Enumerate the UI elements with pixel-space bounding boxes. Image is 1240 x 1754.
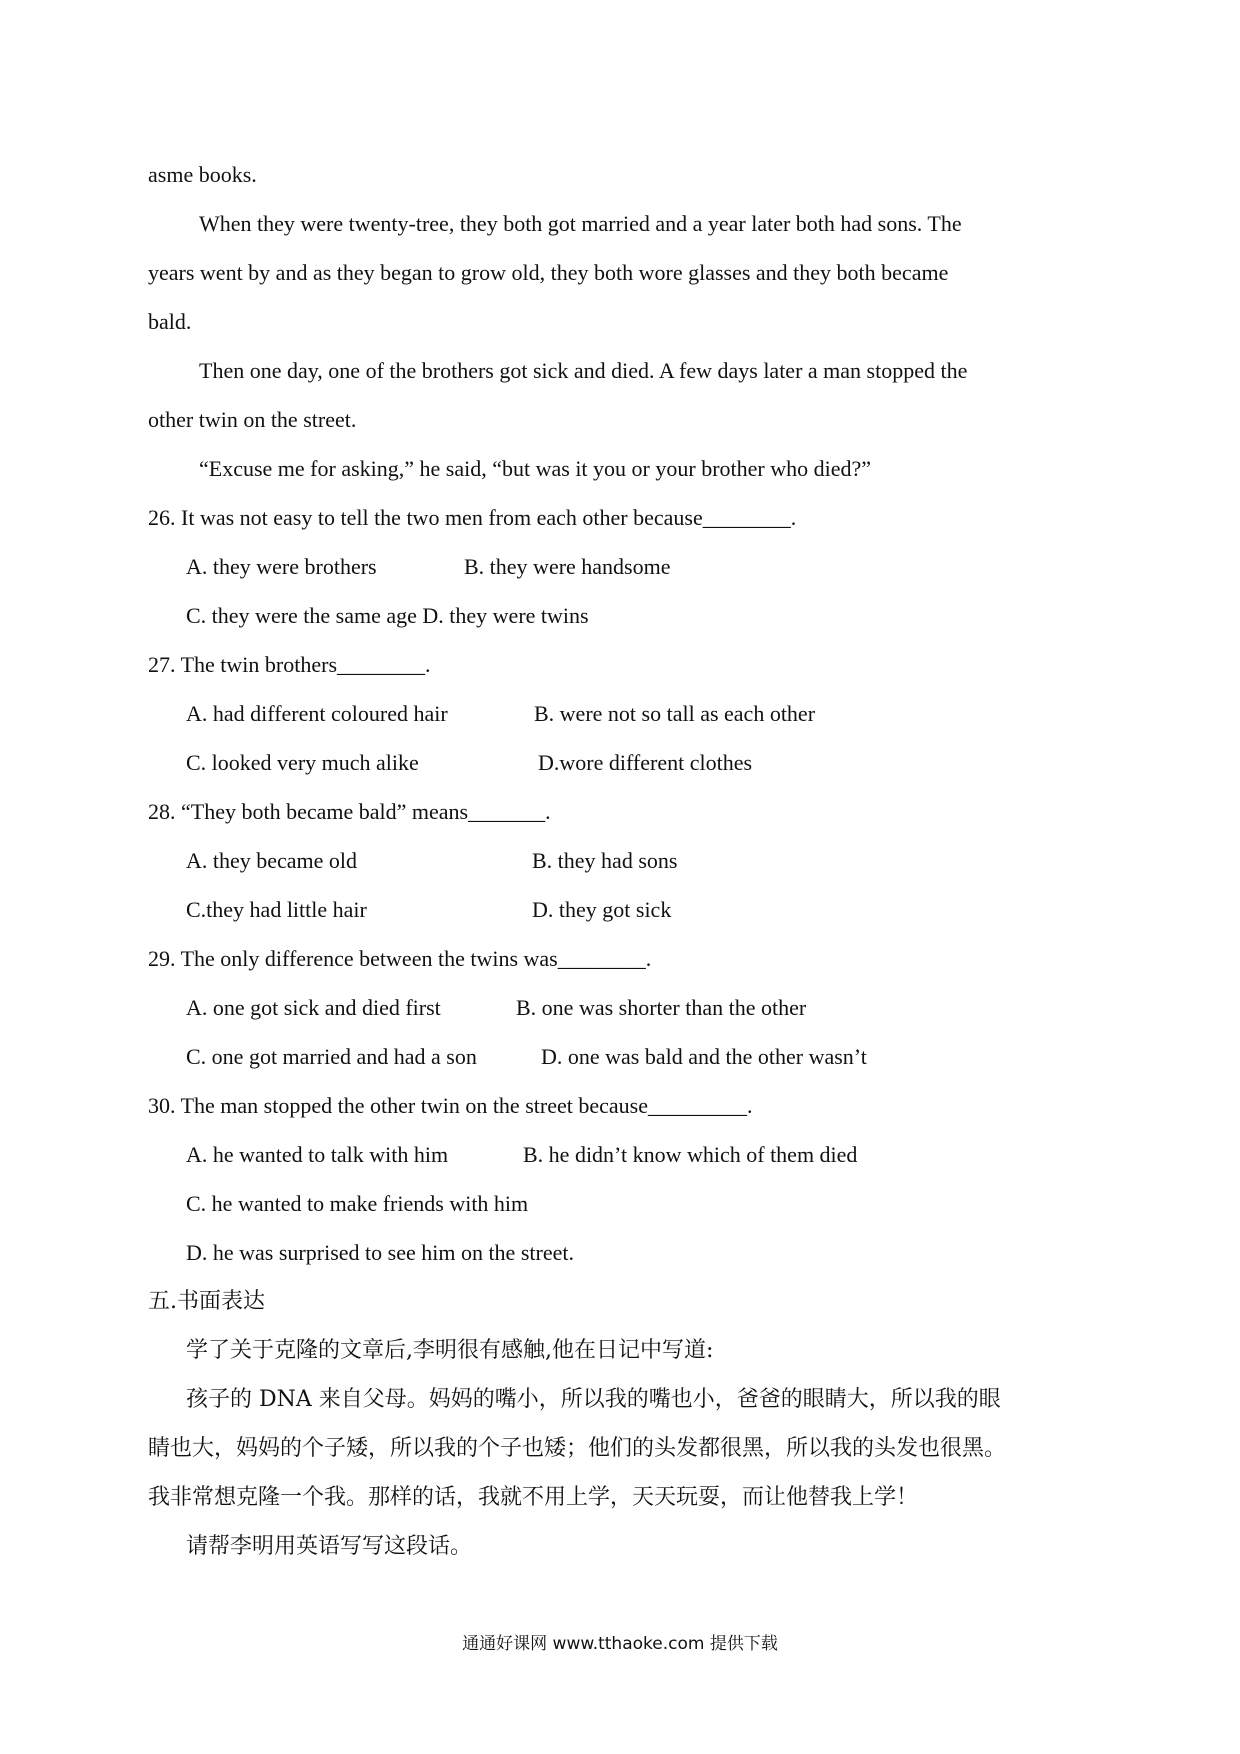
passage-line: Then one day, one of the brothers got sick and died. A few days later a man stopped the [199, 358, 968, 383]
option-b: B. they were handsome [464, 554, 671, 579]
option-b: B. one was shorter than the other [516, 995, 807, 1020]
passage-line: “Excuse me for asking,” he said, “but was it you or your brother who died?” [199, 456, 872, 481]
option-d: D. they got sick [532, 897, 672, 922]
option-row [186, 601, 1136, 631]
writing-intro: 学了关于克隆的文章后,李明很有感触,他在日记中写道: [186, 1338, 714, 1363]
option-row [186, 846, 1136, 876]
option-row [186, 552, 1136, 582]
writing-body-line: 睛也大，妈妈的个子矮，所以我的个子也矮；他们的头发都很黑，所以我的头发也很黑。 [148, 1436, 1007, 1461]
option-c: C. one got married and had a son [186, 1044, 477, 1069]
option-a: A. they were brothers [186, 554, 377, 579]
question-stem: 26. It was not easy to tell the two men from each other because________. [148, 505, 797, 530]
passage-line: other twin on the street. [148, 407, 357, 432]
option-a: A. he wanted to talk with him [186, 1142, 449, 1167]
option-d: D.wore different clothes [538, 750, 753, 775]
passage-line: years went by and as they began to grow old, they both wore glasses and they both became [148, 260, 949, 285]
option-row [186, 993, 1136, 1023]
option-b: B. he didn’t know which of them died [523, 1142, 858, 1167]
option-row [186, 699, 1136, 729]
section-heading: 五.书面表达 [148, 1289, 265, 1314]
question-stem: 29. The only difference between the twins was________. [148, 946, 652, 971]
option-b: B. they had sons [532, 848, 678, 873]
passage-line: asme books. [148, 162, 257, 187]
passage-line: bald. [148, 309, 192, 334]
page-footer: 通通好课网 www.tthaoke.com 提供下载 [462, 1634, 778, 1654]
writing-task: 请帮李明用英语写写这段话。 [186, 1534, 473, 1559]
option-c: C.they had little hair [186, 897, 367, 922]
option-row [186, 748, 1136, 778]
option-a: A. one got sick and died first [186, 995, 441, 1020]
option-d: D. one was bald and the other wasn’t [541, 1044, 867, 1069]
option-c: C. looked very much alike [186, 750, 419, 775]
question-stem: 28. “They both became bald” means_______. [148, 799, 551, 824]
option-a: A. they became old [186, 848, 358, 873]
question-stem: 30. The man stopped the other twin on the street because_________. [148, 1093, 753, 1118]
option-cd: C. they were the same age D. they were twins [186, 603, 589, 628]
option-d: D. he was surprised to see him on the street. [186, 1240, 574, 1265]
option-row [186, 1140, 1136, 1170]
passage-line: When they were twenty-tree, they both got married and a year later both had sons. The [199, 211, 962, 236]
option-row [186, 1042, 1136, 1072]
writing-body-line: 孩子的 DNA 来自父母。妈妈的嘴小，所以我的嘴也小，爸爸的眼睛大，所以我的眼 [186, 1387, 1001, 1412]
option-b: B. were not so tall as each other [534, 701, 816, 726]
option-row [186, 895, 1136, 925]
option-c: C. he wanted to make friends with him [186, 1191, 529, 1216]
writing-body-line: 我非常想克隆一个我。那样的话，我就不用上学，天天玩耍，而让他替我上学！ [148, 1485, 919, 1510]
option-a: A. had different coloured hair [186, 701, 448, 726]
question-stem: 27. The twin brothers________. [148, 652, 431, 677]
